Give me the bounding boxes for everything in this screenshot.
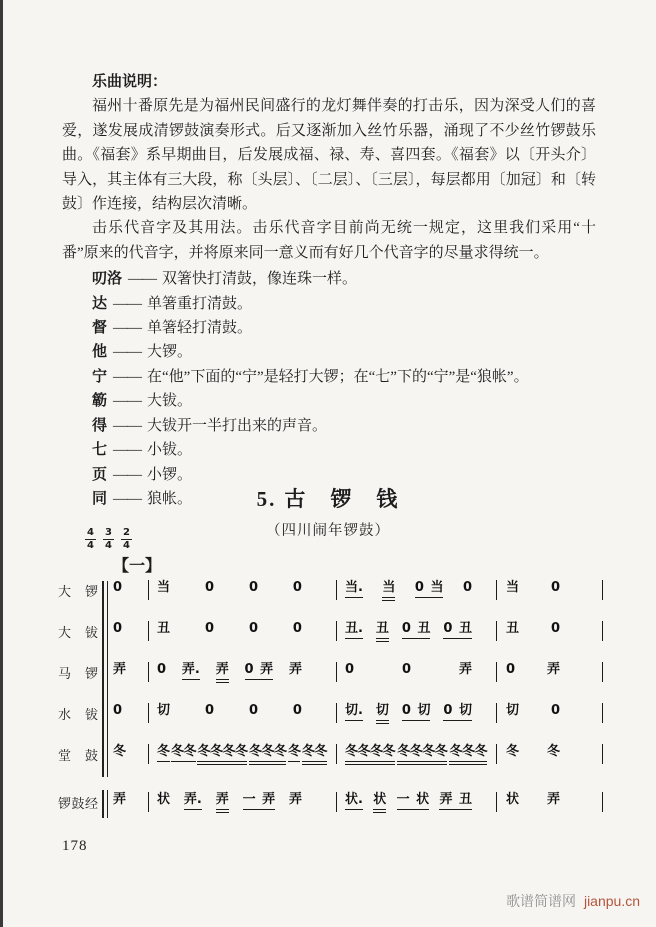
score-note-group xyxy=(345,662,354,677)
glossary-dash: —— xyxy=(128,271,157,288)
score-measure xyxy=(336,578,496,601)
note-text: 弄 xyxy=(546,662,560,677)
score-note-group xyxy=(249,703,258,718)
score-measure xyxy=(148,660,336,683)
duration-line xyxy=(216,679,229,680)
duration-line xyxy=(402,720,431,721)
score-measure xyxy=(496,790,602,807)
duration-line xyxy=(245,679,274,680)
score-note-group xyxy=(293,703,302,718)
note-text: 丑 xyxy=(506,621,520,636)
note-text: 0 xyxy=(550,621,560,636)
time-signature-denominator: 4 xyxy=(87,540,94,551)
glossary-item xyxy=(92,267,596,291)
score-measure xyxy=(336,619,496,642)
page-number: 178 xyxy=(62,838,88,854)
glossary-dash: —— xyxy=(113,344,142,361)
note-text: 弄 xyxy=(113,792,127,807)
duration-line xyxy=(249,764,287,765)
duration-line xyxy=(449,761,487,762)
glossary-term: 页 xyxy=(92,466,108,483)
note-text: 丑 xyxy=(375,621,389,636)
note-text: 弄 xyxy=(288,662,302,677)
score-note-group xyxy=(439,792,472,810)
note-text: 冬冬冬冬 xyxy=(397,744,448,759)
score-note-group xyxy=(249,621,258,636)
instrument-label: 大 钹 xyxy=(58,625,99,640)
score-note-group xyxy=(157,792,170,807)
score-note-group xyxy=(113,580,122,595)
duration-line xyxy=(345,809,363,810)
score-row-水钹 xyxy=(58,701,604,742)
glossary-definition: 小锣。 xyxy=(147,466,193,483)
duration-line xyxy=(157,761,170,762)
score-measure xyxy=(102,701,148,718)
score-note-group xyxy=(345,621,363,639)
score-note-group xyxy=(289,662,302,677)
score-system-luogujing xyxy=(58,790,604,828)
glossary-definition: 大钹开一半打出来的声音。 xyxy=(147,417,328,434)
glossary-term: 同 xyxy=(92,490,108,507)
score-note-group xyxy=(547,662,560,677)
score-measure xyxy=(102,790,148,807)
note-text: 弄 xyxy=(113,662,127,677)
duration-line xyxy=(376,723,389,724)
glossary-definition: 小钹。 xyxy=(147,442,193,459)
note-text: 0 xyxy=(550,580,560,595)
duration-line xyxy=(449,764,487,765)
score-note-group xyxy=(113,621,122,636)
score-row-马锣 xyxy=(58,660,604,701)
note-text: 0 xyxy=(248,703,258,718)
duration-line xyxy=(184,809,202,810)
scan-edge-line xyxy=(0,0,3,927)
score-note-group xyxy=(197,744,247,765)
duration-line xyxy=(373,809,386,810)
glossary-definition: 大锣。 xyxy=(147,344,193,361)
score xyxy=(58,578,604,828)
note-text: 弄. xyxy=(181,662,200,677)
score-note-group xyxy=(157,703,170,718)
note-text: 0 切 xyxy=(443,703,472,718)
duration-line xyxy=(415,597,444,598)
glossary-definition: 双箸快打清鼓，像连珠一样。 xyxy=(162,271,358,288)
note-text: 冬冬冬冬 xyxy=(197,744,248,759)
duration-line xyxy=(382,597,395,598)
score-note-group xyxy=(216,662,229,683)
score-measure xyxy=(102,742,148,759)
glossary-definition: 单箸重打清鼓。 xyxy=(147,295,253,312)
score-note-group xyxy=(376,703,389,724)
duration-line xyxy=(439,809,472,810)
score-note-group xyxy=(249,744,287,765)
note-text: 当 xyxy=(382,580,396,595)
note-text: 冬 xyxy=(287,744,301,759)
piece-title-text: 古 锣 钱 xyxy=(284,487,400,511)
note-text: 切. xyxy=(345,703,363,718)
duration-line xyxy=(376,638,389,639)
score-note-group xyxy=(205,621,214,636)
note-text: 0 xyxy=(292,703,302,718)
score-note-group xyxy=(506,703,519,718)
duration-line xyxy=(345,638,363,639)
duration-line xyxy=(249,761,287,762)
note-text: 0 xyxy=(204,621,214,636)
note-text: 丑 xyxy=(157,621,171,636)
note-text: 切 xyxy=(375,703,389,718)
time-signature-numerator: 2 xyxy=(122,527,130,538)
note-text: 0 xyxy=(401,662,412,677)
duration-line xyxy=(397,761,447,762)
note-text: 0 xyxy=(204,580,214,595)
piece-title xyxy=(0,483,656,513)
note-text: 冬 xyxy=(157,744,170,759)
note-text: 0 xyxy=(113,703,123,718)
glossary-term: 宁 xyxy=(92,368,108,385)
score-note-group xyxy=(184,792,202,810)
glossary-item xyxy=(92,438,596,462)
score-measure xyxy=(496,742,602,759)
score-note-group xyxy=(205,703,214,718)
score-note-group xyxy=(449,744,487,765)
instrument-label: 堂 鼓 xyxy=(58,748,99,763)
score-note-group xyxy=(289,792,302,807)
note-text: 冬冬冬 xyxy=(248,744,287,759)
note-text: 冬冬冬 xyxy=(449,744,487,759)
score-measure xyxy=(102,660,148,677)
note-text: 0 弄 xyxy=(244,662,274,677)
note-text: 一 状 xyxy=(396,792,430,807)
note-text: 冬 xyxy=(113,744,127,759)
score-note-group xyxy=(402,662,411,677)
note-text: 0 xyxy=(292,621,302,636)
score-note-group xyxy=(345,703,363,721)
score-note-group xyxy=(382,580,395,601)
score-note-group xyxy=(113,703,122,718)
glossary-item xyxy=(92,365,596,389)
watermark-site-url: jianpu.cn xyxy=(583,893,640,909)
score-note-group xyxy=(402,621,431,639)
note-text: 0 丑 xyxy=(443,621,472,636)
score-note-group xyxy=(506,662,515,677)
score-measure xyxy=(336,790,496,813)
score-row-堂鼓 xyxy=(58,742,604,783)
note-text: 当 xyxy=(506,580,520,595)
score-note-group xyxy=(551,703,560,718)
instrument-label: 锣鼓经 xyxy=(58,796,99,811)
note-text: 0 xyxy=(113,580,123,595)
score-measure xyxy=(148,790,336,813)
score-note-group xyxy=(216,792,229,813)
note-text: 冬冬冬冬 xyxy=(345,744,396,759)
duration-line xyxy=(197,764,247,765)
duration-line xyxy=(243,809,276,810)
duration-line xyxy=(302,761,327,762)
score-note-group xyxy=(443,703,472,721)
note-text: 状 xyxy=(373,792,387,807)
score-note-group xyxy=(402,703,431,721)
explanation-paragraph-2: 击乐代音字及其用法。击乐代音字目前尚无统一规定，这里我们采用“十番”原来的代音字，并将原来同一意义而有好几个代音字的尽量求得统一。 xyxy=(62,220,596,261)
glossary-dash: —— xyxy=(113,442,142,459)
score-note-group xyxy=(345,792,363,810)
note-text: 弄 xyxy=(546,792,560,807)
piece-number: 5. xyxy=(256,487,277,511)
instrument-label: 马 锣 xyxy=(58,666,99,681)
instrument-label: 大 锣 xyxy=(58,584,99,599)
glossary-dash: —— xyxy=(113,320,142,337)
score-note-group xyxy=(373,792,386,813)
duration-line xyxy=(376,720,389,721)
score-note-group xyxy=(506,792,519,807)
note-text: 状. xyxy=(345,792,363,807)
explanation-heading: 乐曲说明： xyxy=(92,74,168,90)
duration-line xyxy=(302,764,327,765)
glossary-item xyxy=(92,316,596,340)
note-text: 冬 xyxy=(546,744,560,759)
time-signature xyxy=(103,528,114,551)
score-note-group xyxy=(113,662,126,677)
note-text: 切 xyxy=(157,703,171,718)
glossary-item xyxy=(92,292,596,316)
glossary-definition: 大钹。 xyxy=(147,393,193,410)
note-text: 0 xyxy=(292,580,302,595)
score-note-group xyxy=(293,580,302,595)
glossary-term: 达 xyxy=(92,295,108,312)
score-note-group xyxy=(288,744,301,762)
score-note-group xyxy=(547,792,560,807)
score-note-group xyxy=(157,662,166,677)
score-row-大钹 xyxy=(58,619,604,660)
score-measure xyxy=(148,578,336,595)
note-text: 0 xyxy=(506,662,516,677)
score-note-group xyxy=(113,792,126,807)
time-signature xyxy=(121,528,132,551)
score-measure xyxy=(496,619,602,636)
glossary-item xyxy=(92,414,596,438)
duration-line xyxy=(345,761,395,762)
score-measure xyxy=(496,578,602,595)
score-system-main xyxy=(58,578,604,783)
glossary-dash: —— xyxy=(113,368,142,385)
note-text: 0 xyxy=(345,662,355,677)
duration-line xyxy=(216,812,229,813)
note-text: 0 xyxy=(462,580,472,595)
score-measure xyxy=(102,578,148,595)
note-text: 切 xyxy=(506,703,520,718)
notation-glossary xyxy=(62,267,596,511)
duration-line xyxy=(197,761,247,762)
note-text: 冬冬 xyxy=(170,744,196,759)
score-note-group xyxy=(171,744,196,762)
glossary-dash: —— xyxy=(113,417,142,434)
score-note-group xyxy=(243,792,276,810)
score-note-group xyxy=(397,792,430,810)
score-note-group xyxy=(551,580,560,595)
score-measure xyxy=(148,619,336,636)
watermark-site-name: 歌谱简谱网 xyxy=(506,893,577,909)
score-note-group xyxy=(459,662,472,677)
note-text: 弄. xyxy=(183,792,202,807)
note-text: 0 丑 xyxy=(401,621,431,636)
note-text: 当 xyxy=(157,580,171,595)
note-text: 状 xyxy=(157,792,171,807)
score-measure xyxy=(336,660,496,677)
glossary-term: 督 xyxy=(92,320,108,337)
note-text: 当. xyxy=(345,580,363,595)
glossary-term: 簕 xyxy=(92,393,108,410)
note-text: 0 xyxy=(550,703,560,718)
score-note-group xyxy=(551,621,560,636)
score-measure xyxy=(336,742,496,765)
note-text: 一 弄 xyxy=(242,792,276,807)
section-marker: 【一】 xyxy=(113,556,162,575)
glossary-dash: —— xyxy=(113,393,142,410)
score-row-大锣 xyxy=(58,578,604,619)
time-signature-denominator: 4 xyxy=(104,540,112,551)
note-text: 0 xyxy=(204,703,214,718)
score-note-group xyxy=(443,621,472,639)
duration-line xyxy=(345,720,363,721)
duration-line xyxy=(171,761,196,762)
duration-line xyxy=(397,764,447,765)
watermark xyxy=(506,891,640,911)
note-text: 冬 xyxy=(506,744,520,759)
duration-line xyxy=(288,761,301,762)
score-note-group xyxy=(113,744,126,759)
instrument-label: 水 钹 xyxy=(58,707,99,722)
glossary-definition: 狼帐。 xyxy=(147,490,193,507)
glossary-item xyxy=(92,389,596,413)
score-note-group xyxy=(345,580,363,598)
score-note-group xyxy=(506,621,519,636)
time-signature xyxy=(85,528,96,551)
duration-line xyxy=(373,812,386,813)
duration-line xyxy=(443,720,472,721)
score-measure xyxy=(148,701,336,718)
score-measure xyxy=(496,660,602,677)
duration-line xyxy=(345,597,363,598)
explanation-paragraph-1: 福州十番原先是为福州民间盛行的龙灯舞伴奏的打击乐，因为深受人们的喜爱，遂发展成清锣鼓演奏形式。后又逐渐加入丝竹乐器，涌现了不少丝竹锣鼓乐曲。《福套》系早期曲目，后发展成福、禄、寿、喜四套。《福套》以〔开头介〕导入，其主体有三大段，称〔头层〕、〔二层〕、〔三层〕，每层都用〔加冠〕和〔转鼓〕作连接，结构层次清晰。 xyxy=(62,98,596,213)
score-measure xyxy=(496,701,602,718)
glossary-term: 他 xyxy=(92,344,108,361)
score-measure xyxy=(102,619,148,636)
note-text: 弄 xyxy=(458,662,472,677)
duration-line xyxy=(376,641,389,642)
note-text: 丑. xyxy=(345,621,363,636)
glossary-definition: 在“他”下面的“宁”是轻打大锣；在“七”下的“宁”是“狼帐”。 xyxy=(147,368,529,385)
score-note-group xyxy=(157,580,170,595)
time-signature-denominator: 4 xyxy=(122,540,130,551)
duration-line xyxy=(382,600,395,601)
score-note-group xyxy=(245,662,274,680)
glossary-item xyxy=(92,340,596,364)
score-note-group xyxy=(157,744,170,762)
score-note-group xyxy=(205,580,214,595)
note-text: 弄 xyxy=(215,792,229,807)
note-text: 0 xyxy=(113,621,123,636)
time-signature-numerator: 4 xyxy=(87,527,94,538)
score-note-group xyxy=(182,662,200,680)
glossary-dash: —— xyxy=(113,490,142,507)
note-text: 0 xyxy=(157,662,167,677)
score-row-锣鼓经 xyxy=(58,790,604,828)
score-note-group xyxy=(397,744,447,765)
score-note-group xyxy=(463,580,472,595)
score-note-group xyxy=(157,621,170,636)
score-note-group xyxy=(547,744,560,759)
note-text: 0 xyxy=(248,580,258,595)
glossary-term: 得 xyxy=(92,417,108,434)
score-note-group xyxy=(506,580,519,595)
score-note-group xyxy=(293,621,302,636)
time-signatures xyxy=(85,528,132,551)
score-measure xyxy=(148,742,336,765)
duration-line xyxy=(182,679,200,680)
note-text: 0 切 xyxy=(401,703,431,718)
duration-line xyxy=(443,638,472,639)
score-note-group xyxy=(506,744,519,759)
duration-line xyxy=(216,682,229,683)
duration-line xyxy=(402,638,431,639)
duration-line xyxy=(216,809,229,810)
glossary-term: 叨洛 xyxy=(92,271,123,288)
glossary-dash: —— xyxy=(113,295,142,312)
note-text: 弄 xyxy=(215,662,229,677)
glossary-dash: —— xyxy=(113,466,142,483)
score-note-group xyxy=(249,580,258,595)
score-measure xyxy=(336,701,496,724)
time-signature-numerator: 3 xyxy=(104,527,112,538)
piece-subtitle: （四川闹年锣鼓） xyxy=(266,523,390,539)
explanation-section xyxy=(62,70,596,511)
note-text: 弄 丑 xyxy=(439,792,472,807)
note-text: 弄 xyxy=(288,792,302,807)
score-note-group xyxy=(376,621,389,642)
duration-line xyxy=(397,809,430,810)
note-text: 0 xyxy=(248,621,258,636)
score-note-group xyxy=(345,744,395,765)
glossary-term: 七 xyxy=(92,442,108,459)
score-note-group xyxy=(415,580,444,598)
score-note-group xyxy=(302,744,327,765)
note-text: 0 当 xyxy=(414,580,444,595)
note-text: 状 xyxy=(506,792,520,807)
note-text: 冬冬 xyxy=(301,744,327,759)
glossary-definition: 单箸轻打清鼓。 xyxy=(147,320,253,337)
duration-line xyxy=(345,764,395,765)
